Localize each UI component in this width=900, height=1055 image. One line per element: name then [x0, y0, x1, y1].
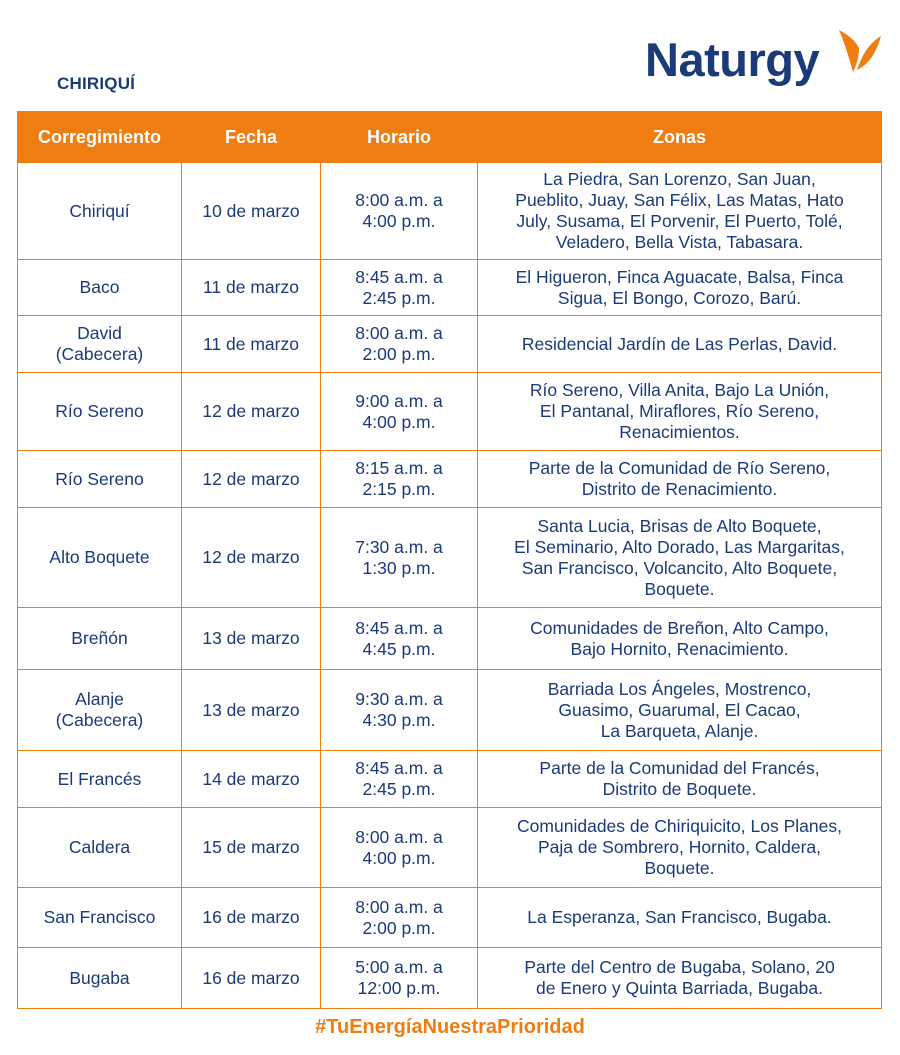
cell-zonas: El Higueron, Finca Aguacate, Balsa, Finca Sigua, El Bongo, Corozo, Barú.	[478, 260, 882, 316]
cell-fecha: 11 de marzo	[182, 316, 321, 373]
cell-fecha: 12 de marzo	[182, 508, 321, 608]
cell-fecha: 10 de marzo	[182, 163, 321, 260]
table-header-row	[18, 112, 882, 163]
region-title: CHIRIQUÍ	[57, 74, 136, 93]
cell-horario: 8:15 a.m. a 2:15 p.m.	[321, 451, 478, 508]
cell-zonas: Parte de la Comunidad del Francés, Distrito de Boquete.	[478, 751, 882, 808]
table-row	[18, 316, 882, 373]
cell-fecha: 11 de marzo	[182, 260, 321, 316]
cell-horario: 8:00 a.m. a 2:00 p.m.	[321, 888, 478, 948]
table-row	[18, 670, 882, 751]
cell-horario: 9:00 a.m. a 4:00 p.m.	[321, 373, 478, 451]
table-row	[18, 260, 882, 316]
table-row	[18, 508, 882, 608]
cell-zonas: Parte de la Comunidad de Río Sereno, Distrito de Renacimiento.	[478, 451, 882, 508]
cell-zonas: Residencial Jardín de Las Perlas, David.	[478, 316, 882, 373]
cell-zonas: Río Sereno, Villa Anita, Bajo La Unión, El Pantanal, Miraflores, Río Sereno, Renacimientos.	[478, 373, 882, 451]
cell-fecha: 12 de marzo	[182, 373, 321, 451]
logo-wordmark: Naturgy	[645, 33, 820, 86]
cell-horario: 8:45 a.m. a 2:45 p.m.	[321, 260, 478, 316]
header-horario: Horario	[321, 112, 478, 163]
cell-fecha: 12 de marzo	[182, 451, 321, 508]
cell-horario: 5:00 a.m. a 12:00 p.m.	[321, 948, 478, 1009]
cell-corregimiento: El Francés	[18, 751, 182, 808]
table-row	[18, 751, 882, 808]
cell-corregimiento: Bugaba	[18, 948, 182, 1009]
header-corregimiento: Corregimiento	[18, 112, 182, 163]
cell-corregimiento: Alanje (Cabecera)	[18, 670, 182, 751]
cell-fecha: 13 de marzo	[182, 670, 321, 751]
cell-corregimiento: Alto Boquete	[18, 508, 182, 608]
table-row	[18, 373, 882, 451]
cell-corregimiento: Chiriquí	[18, 163, 182, 260]
cell-fecha: 14 de marzo	[182, 751, 321, 808]
cell-zonas: Barriada Los Ángeles, Mostrenco, Guasimo, Guarumal, El Cacao, La Barqueta, Alanje.	[478, 670, 882, 751]
table-row	[18, 608, 882, 670]
cell-corregimiento: Caldera	[18, 808, 182, 888]
table-row	[18, 451, 882, 508]
cell-zonas: Comunidades de Chiriquicito, Los Planes, Paja de Sombrero, Hornito, Caldera, Boquete.	[478, 808, 882, 888]
table-row	[18, 163, 882, 260]
cell-corregimiento: Río Sereno	[18, 373, 182, 451]
cell-corregimiento: David (Cabecera)	[18, 316, 182, 373]
footer-hashtag: #TuEnergíaNuestraPrioridad	[315, 1016, 585, 1038]
header-fecha: Fecha	[182, 112, 321, 163]
cell-horario: 8:00 a.m. a 2:00 p.m.	[321, 316, 478, 373]
cell-horario: 9:30 a.m. a 4:30 p.m.	[321, 670, 478, 751]
cell-zonas: Santa Lucia, Brisas de Alto Boquete, El Seminario, Alto Dorado, Las Margaritas, San Francisco, Volcancito, Alto Boquete, Boquete.	[478, 508, 882, 608]
cell-zonas: Comunidades de Breñon, Alto Campo, Bajo Hornito, Renacimiento.	[478, 608, 882, 670]
cell-corregimiento: Baco	[18, 260, 182, 316]
cell-fecha: 16 de marzo	[182, 888, 321, 948]
header-zonas: Zonas	[478, 112, 882, 163]
cell-horario: 8:45 a.m. a 4:45 p.m.	[321, 608, 478, 670]
cell-zonas: La Piedra, San Lorenzo, San Juan, Pueblito, Juay, San Félix, Las Matas, Hato July, Susama, El Porvenir, El Puerto, Tolé, Veladero, Bella Vista, Tabasara.	[478, 163, 882, 260]
table-row	[18, 888, 882, 948]
cell-horario: 8:00 a.m. a 4:00 p.m.	[321, 163, 478, 260]
cell-corregimiento: Breñón	[18, 608, 182, 670]
cell-fecha: 13 de marzo	[182, 608, 321, 670]
cell-fecha: 15 de marzo	[182, 808, 321, 888]
cell-corregimiento: San Francisco	[18, 888, 182, 948]
table-row	[18, 948, 882, 1009]
cell-zonas: La Esperanza, San Francisco, Bugaba.	[478, 888, 882, 948]
butterfly-icon	[835, 28, 885, 78]
table-row	[18, 808, 882, 888]
cell-fecha: 16 de marzo	[182, 948, 321, 1009]
cell-corregimiento: Río Sereno	[18, 451, 182, 508]
schedule-table	[17, 111, 882, 1009]
cell-horario: 7:30 a.m. a 1:30 p.m.	[321, 508, 478, 608]
cell-zonas: Parte del Centro de Bugaba, Solano, 20 de Enero y Quinta Barriada, Bugaba.	[478, 948, 882, 1009]
cell-horario: 8:45 a.m. a 2:45 p.m.	[321, 751, 478, 808]
naturgy-logo	[645, 28, 885, 92]
cell-horario: 8:00 a.m. a 4:00 p.m.	[321, 808, 478, 888]
